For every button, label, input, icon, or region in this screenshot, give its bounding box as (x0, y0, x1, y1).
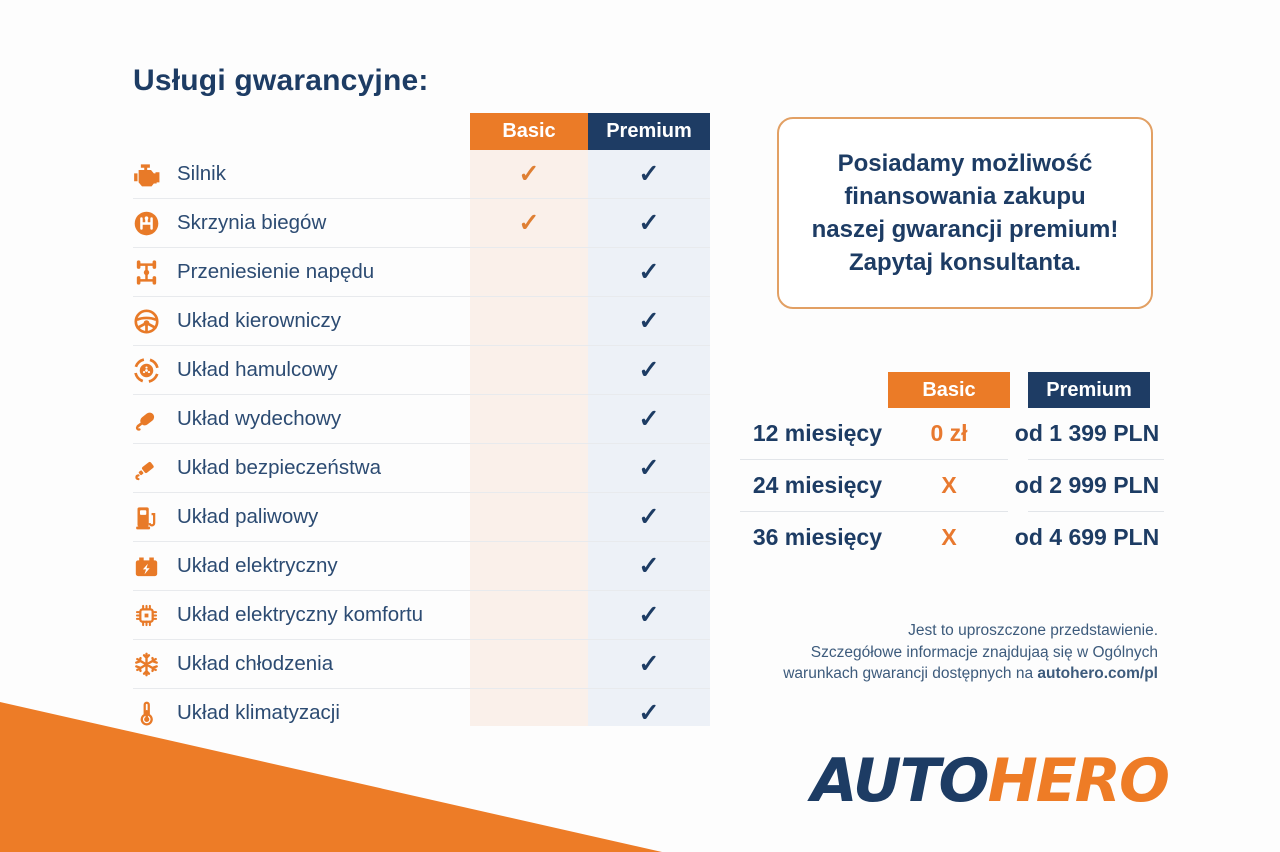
service-label: Układ klimatyzacji (177, 701, 340, 724)
pricing-header-premium: Premium (1028, 372, 1150, 408)
snowflake-icon (133, 651, 160, 678)
services-rows (133, 150, 710, 737)
pricing-premium-value: od 1 399 PLN (1014, 420, 1160, 446)
finance-line: Zapytaj konsultanta. (848, 249, 1082, 277)
steering-wheel-icon (133, 308, 160, 335)
pricing-term: 24 miesięcy (752, 472, 882, 498)
basic-check: ✓ (518, 159, 540, 188)
finance-line: finansowania zakupu (844, 182, 1086, 210)
finance-line: naszej gwarancji premium! (811, 216, 1119, 243)
pricing-basic-value: X (941, 472, 957, 498)
service-label: Skrzynia biegów (177, 211, 327, 234)
premium-check: ✓ (638, 453, 660, 482)
premium-check: ✓ (638, 551, 660, 580)
seatbelt-icon (133, 455, 160, 482)
pricing-row (740, 408, 1164, 459)
basic-check: ✓ (518, 208, 540, 237)
pricing-divider (740, 511, 1164, 512)
pricing-header-row (740, 372, 1164, 408)
table-row (133, 198, 710, 247)
page-title: Usługi gwarancyjne: (133, 64, 429, 97)
premium-check: ✓ (638, 698, 660, 727)
table-row (133, 150, 710, 198)
logo-hero-part: HERO (987, 746, 1168, 816)
premium-check: ✓ (638, 257, 660, 286)
battery-icon (133, 553, 160, 580)
service-label: Układ wydechowy (177, 407, 342, 430)
pricing-term: 36 miesięcy (752, 524, 882, 550)
service-label: Układ hamulcowy (177, 358, 338, 381)
service-label: Układ bezpieczeństwa (177, 456, 381, 479)
table-row (133, 394, 710, 443)
premium-check: ✓ (638, 306, 660, 335)
thermometer-icon (133, 700, 160, 727)
pricing-basic-value: X (941, 524, 957, 550)
service-label: Układ elektryczny komfortu (177, 603, 424, 626)
table-row (133, 590, 710, 639)
disclaimer-line: Jest to uproszczone przedstawienie. (908, 622, 1158, 639)
service-label: Silnik (177, 162, 226, 185)
pricing-basic-value: 0 zł (930, 420, 968, 446)
drivetrain-icon (133, 259, 160, 286)
disclaimer-line: Szczegółowe informacje znajdujaą się w Ogólnych (810, 643, 1158, 661)
table-row (133, 345, 710, 394)
services-header-basic: Basic (470, 113, 588, 150)
premium-check: ✓ (638, 404, 660, 433)
pricing-row (740, 512, 1164, 563)
website-link-text: autohero.com/pl (1037, 665, 1158, 683)
table-row (133, 296, 710, 345)
premium-check: ✓ (638, 208, 660, 237)
brake-icon (133, 357, 160, 384)
service-label: Układ paliwowy (177, 505, 319, 528)
disclaimer-text (638, 620, 1158, 685)
table-row (133, 688, 710, 737)
disclaimer-line: warunkach gwarancji dostępnych na autohero.com/pl (783, 665, 1158, 683)
services-header-premium: Premium (588, 113, 710, 150)
premium-check: ✓ (638, 355, 660, 384)
finance-info-box (777, 117, 1153, 309)
engine-icon (133, 161, 160, 188)
service-label: Układ elektryczny (177, 554, 338, 577)
pricing-table (740, 372, 1164, 563)
gearbox-icon (133, 210, 160, 237)
table-row (133, 247, 710, 296)
service-label: Przeniesienie napędu (177, 260, 375, 283)
premium-check: ✓ (638, 600, 660, 629)
pricing-header-basic: Basic (888, 372, 1010, 408)
table-row (133, 639, 710, 688)
table-row (133, 541, 710, 590)
pricing-divider (740, 459, 1164, 460)
exhaust-icon (133, 406, 160, 433)
service-label: Układ chłodzenia (177, 652, 334, 675)
autohero-logo (811, 746, 1168, 816)
table-row (133, 443, 710, 492)
service-label: Układ kierowniczy (177, 309, 342, 332)
pricing-row (740, 460, 1164, 511)
logo-auto-part: AUTO (811, 746, 988, 816)
chip-icon (133, 602, 160, 629)
premium-check: ✓ (638, 502, 660, 531)
finance-line: Posiadamy możliwość (837, 149, 1093, 177)
pricing-premium-value: od 2 999 PLN (1014, 472, 1160, 498)
pricing-premium-value: od 4 699 PLN (1014, 524, 1160, 550)
table-row (133, 492, 710, 541)
premium-check: ✓ (638, 649, 660, 678)
premium-check: ✓ (638, 159, 660, 188)
pricing-term: 12 miesięcy (752, 420, 882, 446)
fuel-pump-icon (133, 504, 160, 531)
